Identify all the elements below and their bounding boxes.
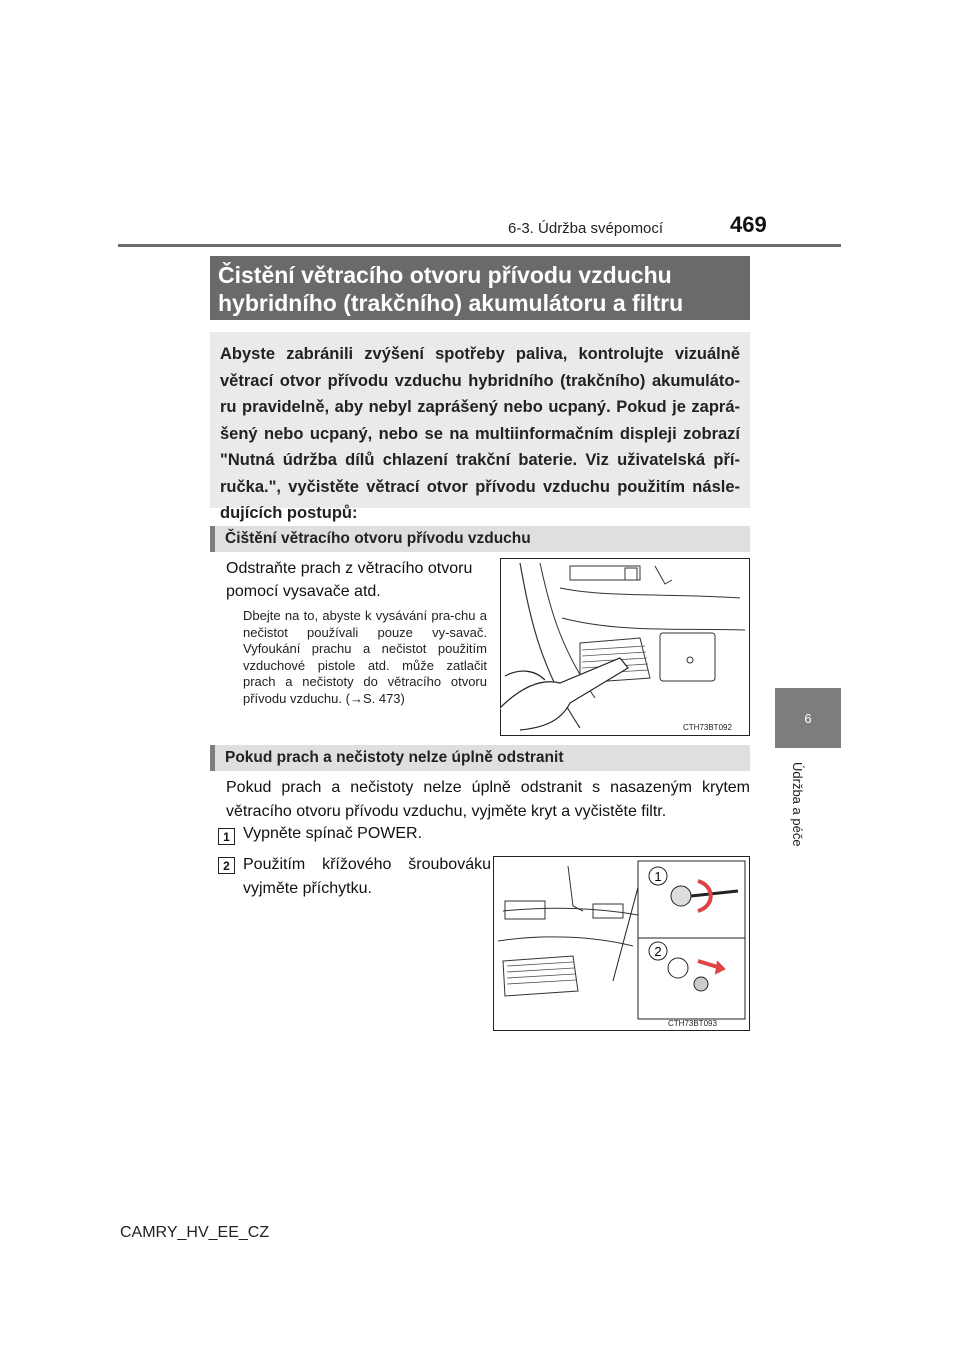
chapter-label: Údržba a péče: [790, 762, 805, 847]
callout-1: 1: [654, 869, 662, 884]
section-heading-cleaning: Čištění větracího otvoru přívodu vzduchu: [210, 526, 750, 552]
step-number: 1: [218, 828, 235, 845]
figure-code: CTH73BT092: [683, 723, 732, 732]
dust-instruction: Pokud prach a nečistoty nelze úplně odstranit s nasazeným krytem větracího otvoru přívodu vzduchu, vyjměte kryt a vyčistěte filtr.: [226, 779, 750, 820]
header-rule: [118, 244, 841, 247]
cleaning-instruction: Odstraňte prach z větracího otvoru pomocí vysavače atd.: [226, 560, 473, 600]
section-heading-dust: Pokud prach a nečistoty nelze úplně odstranit: [210, 745, 750, 771]
figure-code: CTH73BT093: [668, 1019, 717, 1028]
step-text: Vypněte spínač POWER.: [243, 825, 423, 842]
step-number: 2: [218, 857, 235, 874]
intro-box: Abyste zabránili zvýšení spotřeby paliva, kontrolujte vizuálně větrací otvor přívodu vzduchu hybridního (trakčního) akumuláto-ru pravidelně, aby nebyl zaprášený nebo ucpaný. Pokud je zaprá-šený nebo ucpaný, nebo se na multiinformačním displeji zobrazí "Nutná údržba dílů chlazení trakční baterie. Viz uživatelská pří-ručka.", vyčistěte větrací otvor přívodu vzduchu použitím násle-dujících postupů:: [210, 332, 750, 508]
clip-removal-illustration: [493, 856, 750, 1031]
chapter-number: 6: [804, 710, 812, 726]
cleaning-note: Dbejte na to, abyste k vysávání pra-chu a nečistot používali pouze vy-savač. Vyfoukání prachu a nečistot použitím vzduchové pistole atd. může zatlačit prach a nečistoty do větracího otvoru přívodu vzduchu. (→S. 473): [243, 608, 487, 706]
page-title: Čistění větracího otvoru přívodu vzduchu hybridního (trakčního) akumulátoru a filtru: [210, 256, 750, 320]
callout-2: 2: [654, 944, 662, 959]
header-section: 6-3. Údržba svépomocí: [508, 220, 664, 237]
chapter-tab[interactable]: [775, 688, 841, 748]
vacuum-illustration: [500, 558, 750, 736]
page-number: 469: [730, 212, 767, 237]
step-text: Použitím křížového šroubováku vyjměte příchytku.: [243, 856, 491, 897]
footer-doc-code: CAMRY_HV_EE_CZ: [120, 1224, 270, 1241]
